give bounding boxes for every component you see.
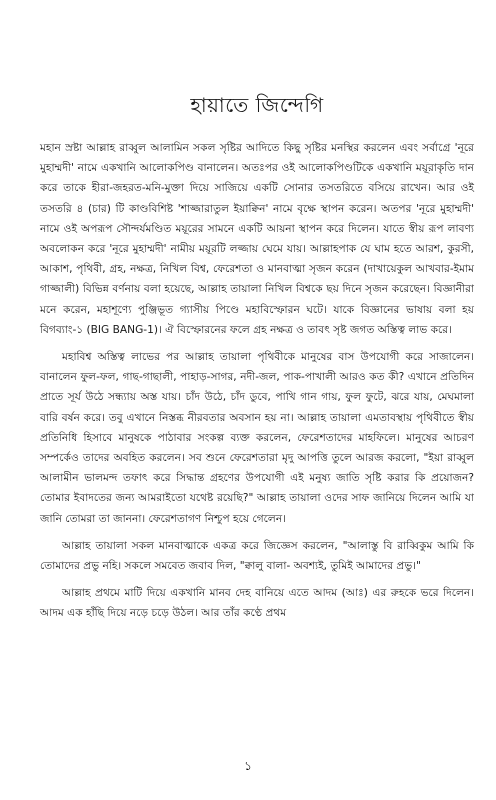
paragraph: মহান স্রষ্টা আল্লাহ রাব্বুল আলামিন সকল সৃষ্টির আদিতে কিছু সৃষ্টির মনস্থির করলেন এবং সর্বাগ্রে 'নূরে মুহাম্মদী' নামে একখানি আলোকপিণ্ড বানালেন। অতঃপর ওই আলোকপিণ্ডটিকে একখানি ময়ূরাকৃতি দান করে তাকে হীরা-জহরত-মনি-মুক্তা দিয়ে সাজিয়ে একটি সোনার তসতরিতে বসিয়ে রাখেন। আর ওই তসতরি ৪ (চার) টি কাণ্ডবিশিষ্ট 'শাজ্জারাতুল ইয়াক্বিন' নামে বৃক্ষে স্থাপন করেন। অতপর 'নূরে মুহাম্মদী' নামে ওই অপরূপ সৌন্দর্যমণ্ডিত ময়ূরের সামনে একটি আয়না স্থাপন করে দিলেন। যাতে স্বীয় রূপ লাবণ্য অবলোকন করে 'নূরে মুহাম্মদী' নামীয় ময়ূরটি লজ্জায় ঘেমে যায়। আল্লাহপাক যে ঘাম হতে আরশ, কুরসী, আকাশ, পৃথিবী, গ্রহ, নক্ষত্র, নিখিল বিশ্ব, ফেরেশতা ও মানবাত্মা সৃজন করেন (দাখায়েকুল আখবার-ইমাম গাজ্জালী) বিভিন্ন বর্ণনায় বলা হয়েছে, আল্লাহ তায়ালা নিখিল বিশ্বকে ছয় দিনে সৃজন করেছেন। বিজ্ঞানীরা মনে করেন, মহাশূণ্যে পুঞ্জিভূত গ্যাসীয় পিণ্ডে মহাবিস্ফোরন ঘটে। যাকে বিজ্ঞানের ভাষায় বলা হয় বিগব্যাং-১ (BIG BANG-1)। ঐ বিস্ফোরনের ফলে গ্রহ নক্ষত্র ও তাবৎ সৃষ্ট জগত অস্তিত্ব লাভ করে। <box>40 142 474 336</box>
chapter-title: হায়াতে জিন্দেগি <box>190 93 324 117</box>
paragraph: আল্লাহ প্রথমে মাটি দিয়ে একখানি মানব দেহ বানিয়ে এতে আদম (আঃ) এর রুহকে ভরে দিলেন। আদম এক হাঁছি দিয়ে নড়ে চড়ে উঠল। আর তাঁর কণ্ঠে প্রথম <box>40 587 474 620</box>
paragraph: মহাবিশ্ব অস্তিত্ব লাভের পর আল্লাহ তায়ালা পৃথিবীকে মানুষের বাস উপযোগী করে সাজালেন। বানালেন ফুল-ফল, গাছ-গাছালী, পাহাড়-সাগর, নদী-জল, পাক-পাখালী আরও কত কী? এখানে প্রতিদিন প্রাতে সূর্য উঠে সন্ধ্যায় অস্ত যায়। চাঁদ উঠে, চাঁদ ডুবে, পাখি গান গায়, ফুল ফুটে, ঝরে যায়, মেঘমালা বারি বর্ষন করে। তবু এখানে নিস্তব্ধ নীরবতার অবসান হয় না। আল্লাহ তায়ালা এমতাবস্থায় পৃথিবীতে স্বীয় প্রতিনিধি হিসাবে মানুষকে পাঠাবার সংকল্প ব্যক্ত করলেন, ফেরেশতাদের মাহফিলে। মানুষের আচরণ সম্পর্কেও তাদের অবহিত করলেন। সব শুনে ফেরেশতারা মৃদু আপত্তি তুলে আরজ করলো, "ইয়া রাব্বুল আলামীন ভালমন্দ তফাৎ করে সিদ্ধান্ত গ্রহণের উপযোগী এই মনুষ্য জাতি সৃষ্টি করার কি প্রয়োজন? তোমার ইবাদতের জন্য আমরাইতো যথেষ্ট রয়েছি?" আল্লাহ তায়ালা ওদের সাফ জানিয়ে দিলেন আমি যা জানি তোমরা তা জাননা। ফেরেশতাগণ নিশ্চুপ হয়ে গেলেন। <box>40 351 474 525</box>
paragraph: আল্লাহ তায়ালা সকল মানবাত্মাকে একত্র করে জিজ্ঞেস করলেন, "আলাস্তু বি রাব্বিকুম আমি কি তোমাদের প্রভু নহি। সকলে সমবেত জবাব দিল, "ক্বালু বালা- অবশ্যই, তুমিই আমাদের প্রভু।" <box>40 539 474 573</box>
page-number: ১ <box>244 759 252 773</box>
